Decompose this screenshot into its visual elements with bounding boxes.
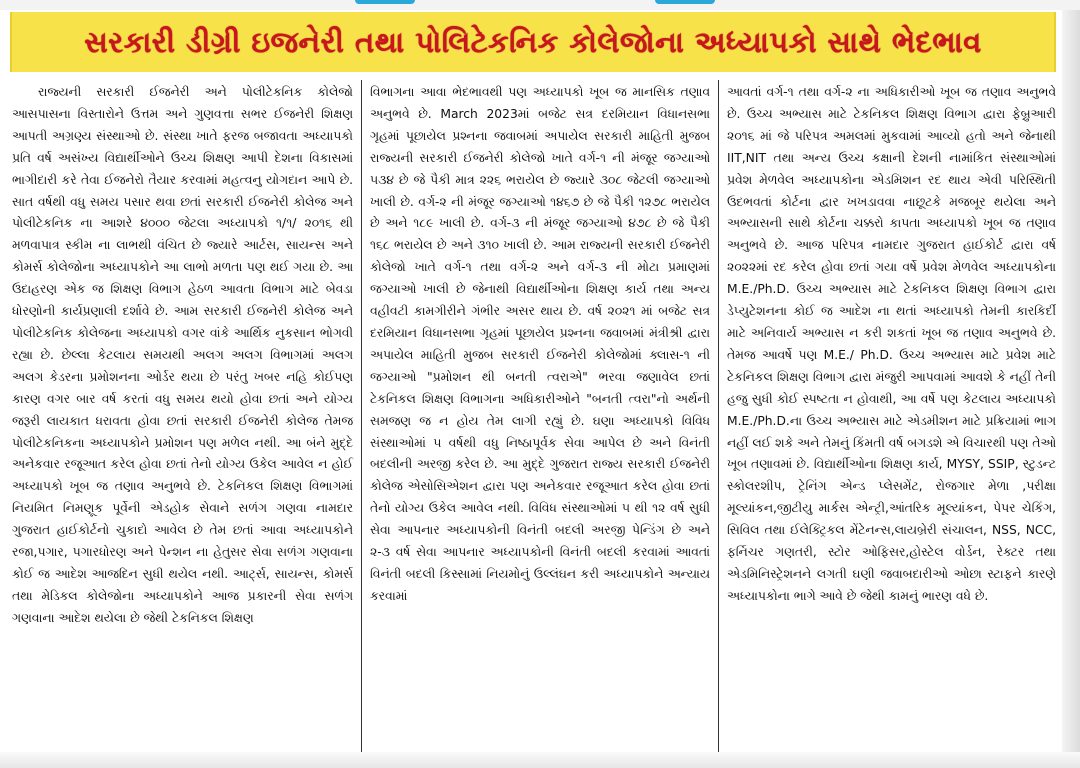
column-3-text: આવતાં વર્ગ-૧ તથા વર્ગ-૨ ના અધિકારીઓ ખૂબ જ તણાવ અનુભવે છે. ઉચ્ચ અભ્યાસ માટે ટેકનિકલ શિક્ષણ વિભાગ દ્વારા ફેબ્રુઆરી ૨૦૧૬ માં જે પરિપત્ર અમલમાં મુકવામાં આવ્યો હતો અને જેનાથી IIT,NIT તથા અન્ય ઉચ્ચ કક્ષાની દેશની નામાંકિત સંસ્થાઓમાં પ્રવેશ મેળવેલ અધ્યાપકોના એડમિશન રદ થાય એવી પરિસ્થિતી ઉદભવતાં કોર્ટના દ્વાર ખખડાવવા નાછૂટકે મજબૂર થયેલા અને અભ્યાસની સાથે કોર્ટના ચક્કરો કાપતા અધ્યાપકો ખૂબ જ તણાવ અનુભવે છે. આજ પરિપત્ર નામદાર ગુજરાત હાઈકોર્ટ દ્વારા વર્ષ ૨૦૨૨માં રદ કરેલ હોવા છતાં ગયા વર્ષે પ્રવેશ મેળવેલ અધ્યાપકોના M.E./Ph.D. ઉચ્ચ અભ્યાસ માટે ટેકનિકલ શિક્ષણ વિભાગ દ્વારા ડેપ્યુટેશનના કોઈ જ આદેશ ના થતાં અધ્યાપકો તેમની કારકિર્દી માટે અનિવાર્ય અભ્યાસ ન કરી શકતાં ખૂબ જ તણાવ અનુભવે છે. તેમજ આવર્ષે પણ M.E./ Ph.D. ઉચ્ચ અભ્યાસ માટે પ્રવેશ માટે ટેકનિકલ શિક્ષણ વિભાગ દ્વારા મંજુરી આપવામાં આવશે કે નહીં તેની હજુ સુધી કોઈ સ્પષ્ટતા ન હોવાથી, આ વર્ષે પણ કેટલાય અધ્યાપકો M.E./Ph.D.ના ઉચ્ચ અભ્યાસ માટે એડમીશન માટે પ્રક્રિયામાં ભાગ નહીં લઈ શકે અને તેમનું કિંમતી વર્ષ બગડશે એ વિચારથી પણ તેઓ ખૂબ તણાવમાં છે. વિદ્યાર્થીઓના શિક્ષણ કાર્ય, MYSY, SSIP, સ્ટુડન્ટ સ્કોલરશીપ, ટ્રેનિંગ એન્ડ પ્લેસમેંટ, રોજગાર મેળા ,પરીક્ષા મૂલ્યાંકન,જીટીયુ માર્કસ એન્ટ્રી,આંતરિક મૂલ્યાંકન, પેપર ચેકિંગ, સિવિલ તથા ઈલેક્ટ્રિકલ મેંટેનન્સ,લાયબ્રેરી સંચાલન, NSS, NCC, ફર્નિચર ગણતરી, સ્ટોર ઓફિસર,હોસ્ટેલ વોર્ડન, રેક્ટર તથા એડમિનિસ્ટ્રેશનને લગતી ઘણી જવાબદારીઓ ઓછા સ્ટાફને કારણે અધ્યાપકોના ભાગે આવે છે જેથી કામનું ભારણ વધે છે. [727,85,1056,603]
page-edge-shadow [1062,10,1080,768]
column-1-text: રાજ્યની સરકારી ઈજનેરી અને પોલીટેકનિક કોલેજો આસપાસના વિસ્તારોને ઉત્તમ અને ગુણવત્તા સભર ઈજનેરી શિક્ષણ આપતી અગ્રણ્ય સંસ્થાઓ છે. સંસ્થા ખાતે ફરજ બજાવતા અધ્યાપકો પ્રતિ વર્ષ અસંખ્ય વિદ્યાર્થીઓને ઉચ્ચ શિક્ષણ આપી દેશના વિકાસમાં ભાગીદારી કરે તેવા ઈજનેરો તૈયાર કરવામાં મહત્વનુ યોગદાન આપે છે. સાત વર્ષથી વધુ સમય પસાર થવા છતાં સરકારી ઈજનેરી કોલેજ અને પોલીટેકનિક ના આશરે ૪૦૦૦ જેટલા અધ્યાપકો ૧/૧/ ૨૦૧૬ થી મળવાપાત્ર સ્કીમ ના લાભથી વંચિત છે જ્યારે આર્ટસ, સાયન્સ અને કોમર્સ કોલેજોના અધ્યાપકોને આ લાભો મળતા પણ થઈ ગયા છે. આ ઉદાહરણ એક જ શિક્ષણ વિભાગ હેઠળ આવતા વિભાગ માટે બેવડા ધોરણોની કાર્યપ્રણાલી દર્શાવે છે. આમ સરકારી ઈજનેરી કોલેજ અને પોલીટેકનિક કોલેજના અધ્યાપકો વગર વાંકે આર્થિક નુકસાન ભોગવી રહ્યા છે. છેલ્લા કેટલાય સમયથી અલગ અલગ વિભાગમાં અલગ અલગ કેડરના પ્રમોશનના ઓર્ડર થયા છે પરંતુ ખબર નહિ કોઈપણ કારણ વગર બાર વર્ષ કરતાં વધુ સમય થયો હોવા છતાં અને યોગ્ય જરૂરી લાયકાત ધરાવતા હોવા છતાં સરકારી ઈજનેરી કોલેજ તેમજ પોલીટેકનિકના અધ્યાપકોને પ્રમોશન પણ મળેલ નથી. આ બંને મુદ્દે અનેકવાર રજૂઆત કરેલ હોવા છતાં તેનો યોગ્ય ઉકેલ આવેલ ન હોઈ અધ્યાપકો ખૂબ જ તણાવ અનુભવે છે. ટેકનિકલ શિક્ષણ વિભાગમાં નિયમિત નિમણૂક પૂર્વેની એડહોક સેવાને સળંગ ગણવા નામદાર ગુજરાત હાઈકોર્ટનો ચુકાદો આવેલ છે તેમ છતાં આવા અધ્યાપકોને રજા,પગાર, પગારધોરણ અને પેન્શન ના હેતુસર સેવા સળંગ ગણવાના કોઈ જ આદેશ આજદિન સુધી થયેલ નથી. આર્ટ્સ, સાયન્સ, કોમર્સ તથા મેડિકલ કોલેજોના અધ્યાપકોને આજ પ્રકારની સેવા સળંગ ગણવાના આદેશ થયેલા છે જેથી ટેકનિકલ શિક્ષણ [12,85,353,625]
article-body [12,80,1056,752]
top-tab-marker-right [655,0,715,4]
article-column-2 [362,80,719,752]
bottom-edge-shadow [0,752,1080,768]
top-strip [0,0,1080,10]
headline-band [10,12,1056,72]
article-column-3 [719,80,1056,752]
column-2-text: વિભાગના આવા ભેદભાવથી પણ અધ્યાપકો ખૂબ જ માનસિક તણાવ અનુભવે છે. March 2023માં બજેટ સત્ર દરમિયાન વિધાનસભા ગૃહમાં પૂછાયેલ પ્રશ્નના જવાબમાં અપાયેલ સરકારી માહિતી મુજબ રાજ્યની સરકારી ઈજનેરી કોલેજો ખાતે વર્ગ-૧ ની મંજૂર જગ્યાઓ ૫૩૪ છે જે પૈકી માત્ર ૨૨૬ ભરાયેલ છે જ્યારે ૩૦૮ જેટલી જગ્યાઓ ખાલી છે. વર્ગ-૨ ની મંજૂર જગ્યાઓ ૧૪૬૭ છે જે પૈકી ૧૨૭૮ ભરાયેલ છે અને ૧૮૯ ખાલી છે. વર્ગ-૩ ની મંજૂર જગ્યાઓ ૪૭૮ છે જે પૈકી ૧૬૮ ભરાયેલ છે અને ૩૧૦ ખાલી છે. આમ રાજ્યની સરકારી ઈજનેરી કોલેજો ખાતે વર્ગ-૧ તથા વર્ગ-૨ અને વર્ગ-૩ ની મોટા પ્રમાણમાં જગ્યાઓ ખાલી છે જેનાથી વિદ્યાર્થીઓના શિક્ષણ કાર્ય તથા અન્ય વહીવટી કામગીરીને ગંભીર અસર થાય છે. વર્ષ ૨૦૨૧ માં બજેટ સત્ર દરમિયાન વિધાનસભા ગૃહમાં પૂછાયેલ પ્રશ્નના જવાબમાં મંત્રીશ્રી દ્વારા અપાયેલ માહિતી મુજબ સરકારી ઈજનેરી કોલેજોમાં ક્લાસ-૧ ની જગ્યાઓ "પ્રમોશન થી બનતી ત્વરાએ" ભરવા જણાવેલ છતાં ટેકનિકલ શિક્ષણ વિભાગના અધિકારીઓને "બનતી ત્વરા"નો અર્થની સમજણ જ ન હોય તેમ લાગી રહ્યું છે. ઘણા અધ્યાપકો વિવિધ સંસ્થાઓમાં ૫ વર્ષથી વધુ નિષ્ઠાપૂર્વક સેવા આપેલ છે અને વિનંતી બદલીની અરજી કરેલ છે. આ મુદ્દે ગુજરાત રાજ્ય સરકારી ઈજનેરી કોલેજ એસોસિએશન દ્વારા પણ અનેકવાર રજૂઆત કરેલ હોવા છતાં તેનો યોગ્ય ઉકેલ આવેલ નથી. વિવિધ સંસ્થાઓમાં ૫ થી ૧૨ વર્ષ સુધી સેવા આપનાર અધ્યાપકોની વિનંતી બદલી અરજી પેન્ડિંગ છે અને ૨-૩ વર્ષ સેવા આપનાર અધ્યાપકોની વિનંતી બદલી કરવામાં આવતાં વિનંતી બદલી કિસ્સામાં નિયમોનું ઉલ્લંઘન કરી અધ્યાપકોને અન્યાય કરવામાં [370,85,710,603]
article-column-1 [12,80,362,752]
top-tab-marker-left [355,0,415,4]
article-headline: સરકારી ડીગ્રી ઇજનેરી તથા પોલિટેકનિક કોલેજોના અધ્યાપકો સાથે ભેદભાવ [84,24,982,59]
